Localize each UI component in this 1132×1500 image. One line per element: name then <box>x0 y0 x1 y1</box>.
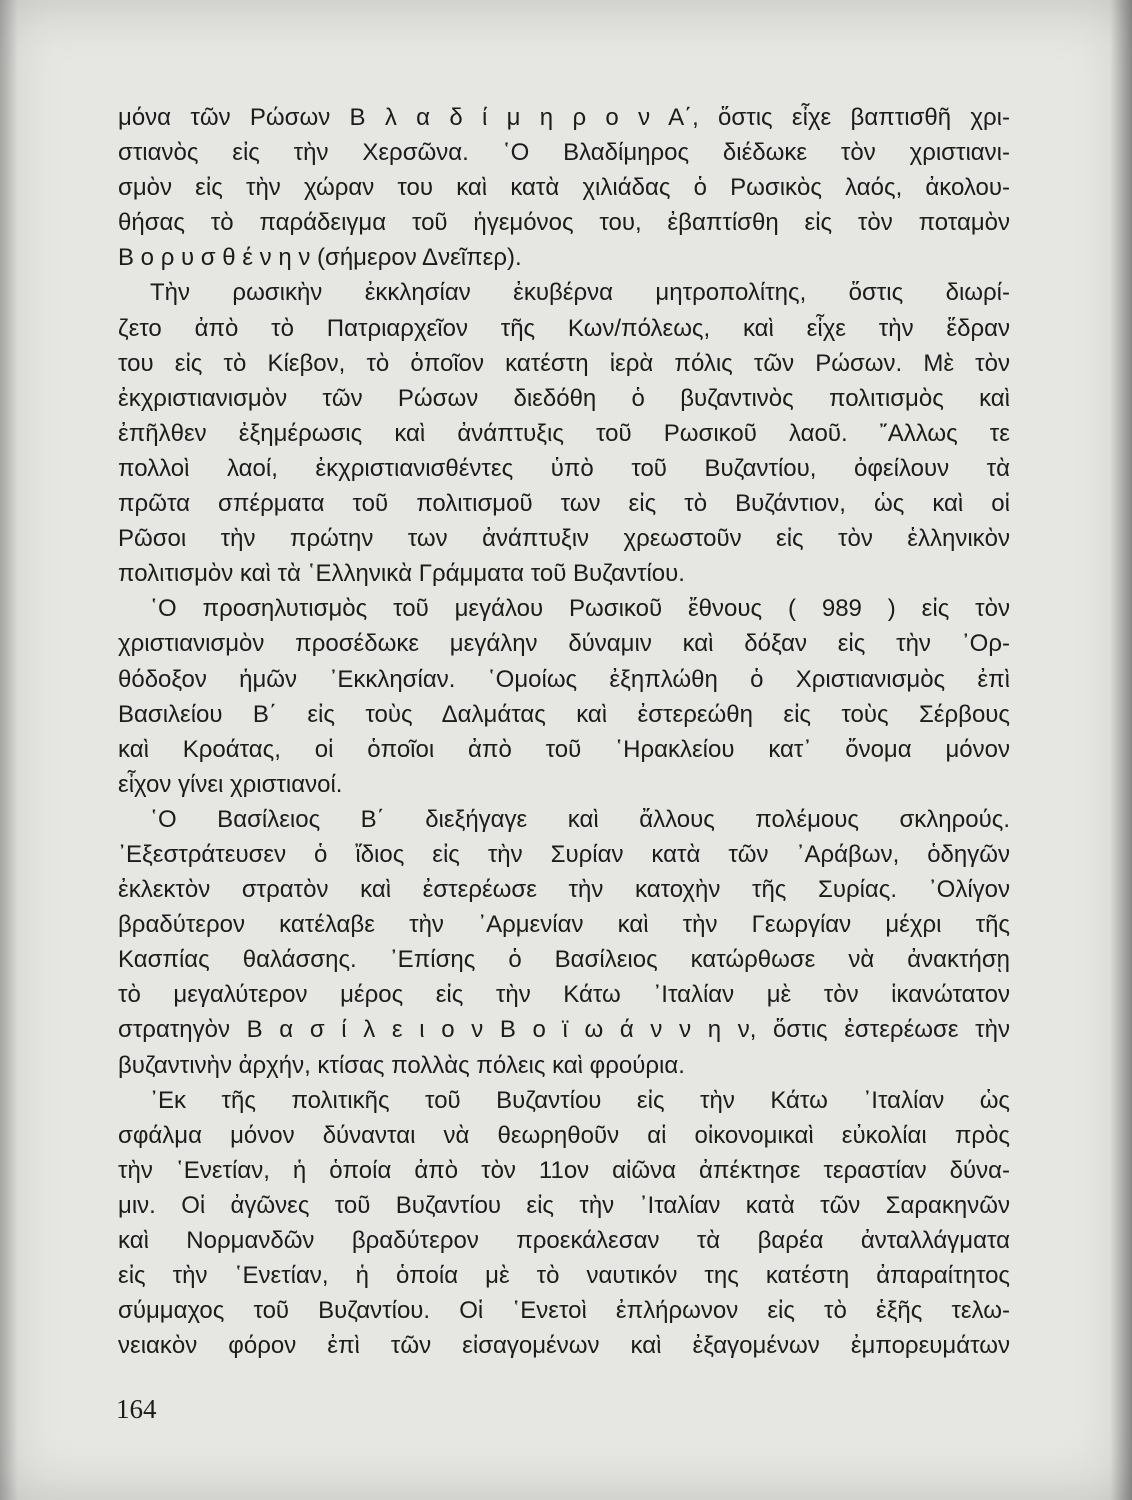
text-line: σφάλμα μόνον δύνανται νὰ θεωρηθοῦν αἱ οἰκονομικαὶ εὐκολίαι πρὸς <box>118 1121 1010 1149</box>
text-line: στιανὸς εἰς τὴν Χερσῶνα. ῾Ο Βλαδίμηρος διέδωκε τὸν χριστιανι- <box>118 139 1010 167</box>
text-line: μόνα τῶν Ρώσων Β λ α δ ί μ η ρ ο ν Α΄, ὅστις εἶχε βαπτισθῆ χρι- <box>118 104 1010 131</box>
text-line: θόδοξον ἡμῶν ᾿Εκκλησίαν. ῾Ομοίως ἐξηπλώθη ὁ Χριστιανισμὸς ἐπὶ <box>118 665 1010 693</box>
text-line: νειακὸν φόρον ἐπὶ τῶν εἰσαγομένων καὶ ἐξαγομένων ἐμπορευμάτων <box>118 1332 1010 1360</box>
text-line: πολιτισμὸν καὶ τὰ ῾Ελληνικὰ Γράμματα τοῦ Βυζαντίου. <box>118 560 685 588</box>
text-line: χριστιανισμὸν προσέδωκε μεγάλην δύναμιν καὶ δόξαν εἰς τὴν ᾿Ορ- <box>118 630 1010 658</box>
body-text <box>118 100 1010 1363</box>
text-line: βραδύτερον κατέλαβε τὴν ᾿Αρμενίαν καὶ τὴν Γεωργίαν μέχρι τῆς <box>118 911 1010 939</box>
text-line: Κασπίας θαλάσσης. ᾿Επίσης ὁ Βασίλειος κατώρθωσε νὰ ἀνακτήσῃ <box>118 946 1010 974</box>
text-line: Βασιλείου Β΄ εἰς τοὺς Δαλμάτας καὶ ἐστερεώθη εἰς τοὺς Σέρβους <box>118 700 1010 728</box>
text-line: Ρῶσοι τὴν πρώτην των ἀνάπτυξιν χρεωστοῦν εἰς τὸν ἑλληνικὸν <box>118 525 1010 553</box>
text-line: εἰς τὴν ῾Ενετίαν, ἡ ὁποία μὲ τὸ ναυτικόν της κατέστη ἀπαραίτητος <box>118 1262 1010 1290</box>
page-edge-right <box>1110 0 1132 1500</box>
text-line: σμὸν εἰς τὴν χώραν του καὶ κατὰ χιλιάδας ὁ Ρωσικὸς λαός, ἀκολου- <box>118 174 1010 202</box>
text-line: πρῶτα σπέρματα τοῦ πολιτισμοῦ των εἰς τὸ Βυζάντιον, ὡς καὶ οἱ <box>118 490 1010 518</box>
text-line: ᾿Εξεστράτευσεν ὁ ἴδιος εἰς τὴν Συρίαν κατὰ τῶν ᾿Αράβων, ὁδηγῶν <box>118 840 1010 868</box>
text-line: καὶ Νορμανδῶν βραδύτερον προεκάλεσαν τὰ βαρέα ἀνταλλάγματα <box>118 1227 1010 1254</box>
text-line: του εἰς τὸ Κίεβον, τὸ ὁποῖον κατέστη ἱερὰ πόλις τῶν Ρώσων. Μὲ τὸν <box>118 349 1010 377</box>
text-line: σύμμαχος τοῦ Βυζαντίου. Οἱ ῾Ενετοὶ ἐπλήρωνον εἰς τὸ ἑξῆς τελω- <box>118 1297 1010 1325</box>
text-line: τὸ μεγαλύτερον μέρος εἰς τὴν Κάτω ᾿Ιταλίαν μὲ τὸν ἱκανώτατον <box>118 981 1010 1009</box>
text-line: ᾿Εκ τῆς πολιτικῆς τοῦ Βυζαντίου εἰς τὴν Κάτω ᾿Ιταλίαν ὡς <box>150 1086 1010 1114</box>
text-line: ζετο ἀπὸ τὸ Πατριαρχεῖον τῆς Κων/πόλεως, καὶ εἶχε τὴν ἕδραν <box>118 314 1010 342</box>
text-line: μιν. Οἱ ἀγῶνες τοῦ Βυζαντίου εἰς τὴν ᾿Ιταλίαν κατὰ τῶν Σαρακηνῶν <box>118 1191 1010 1219</box>
page-edge-left <box>0 0 18 1500</box>
page-number: 164 <box>116 1394 157 1424</box>
text-line: εἶχον γίνει χριστιανοί. <box>118 770 343 798</box>
text-line: Β ο ρ υ σ θ έ ν η ν (σήμερον Δνεῖπερ). <box>118 244 522 272</box>
text-line: βυζαντινὴν ἀρχήν, κτίσας πολλὰς πόλεις καὶ φρούρια. <box>118 1051 685 1079</box>
text-line: ῾Ο προσηλυτισμὸς τοῦ μεγάλου Ρωσικοῦ ἔθνους ( 989 ) εἰς τὸν <box>150 595 1010 623</box>
text-line: θήσας τὸ παράδειγμα τοῦ ἡγεμόνος του, ἐβαπτίσθη εἰς τὸν ποταμὸν <box>118 209 1010 237</box>
text-line: τὴν ῾Ενετίαν, ἡ ὁποία ἀπὸ τὸν 11ον αἰῶνα ἀπέκτησε τεραστίαν δύνα- <box>118 1156 1010 1184</box>
text-line: πολλοὶ λαοί, ἐκχριστιανισθέντες ὑπὸ τοῦ Βυζαντίου, ὀφείλουν τὰ <box>118 454 1010 482</box>
text-line: ἐκλεκτὸν στρατὸν καὶ ἐστερέωσε τὴν κατοχὴν τῆς Συρίας. ᾿Ολίγον <box>118 876 1010 904</box>
text-line: ἐκχριστιανισμὸν τῶν Ρώσων διεδόθη ὁ βυζαντινὸς πολιτισμὸς καὶ <box>118 384 1010 412</box>
text-line: ἐπῆλθεν ἐξημέρωσις καὶ ἀνάπτυξις τοῦ Ρωσικοῦ λαοῦ. ῎Αλλως τε <box>118 419 1010 447</box>
text-line: καὶ Κροάτας, οἱ ὁποῖοι ἀπὸ τοῦ ῾Ηρακλείου κατ᾿ ὄνομα μόνον <box>118 735 1010 763</box>
text-line: στρατηγὸν Β α σ ί λ ε ι ο ν Β ο ϊ ω ά ν ν η ν, ὅστις ἐστερέωσε τὴν <box>118 1016 1010 1044</box>
text-line: Τὴν ρωσικὴν ἐκκλησίαν ἐκυβέρνα μητροπολίτης, ὅστις διωρί- <box>150 279 1010 307</box>
text-line: ῾Ο Βασίλειος Β΄ διεξήγαγε καὶ ἄλλους πολέμους σκληρούς. <box>150 805 1010 833</box>
